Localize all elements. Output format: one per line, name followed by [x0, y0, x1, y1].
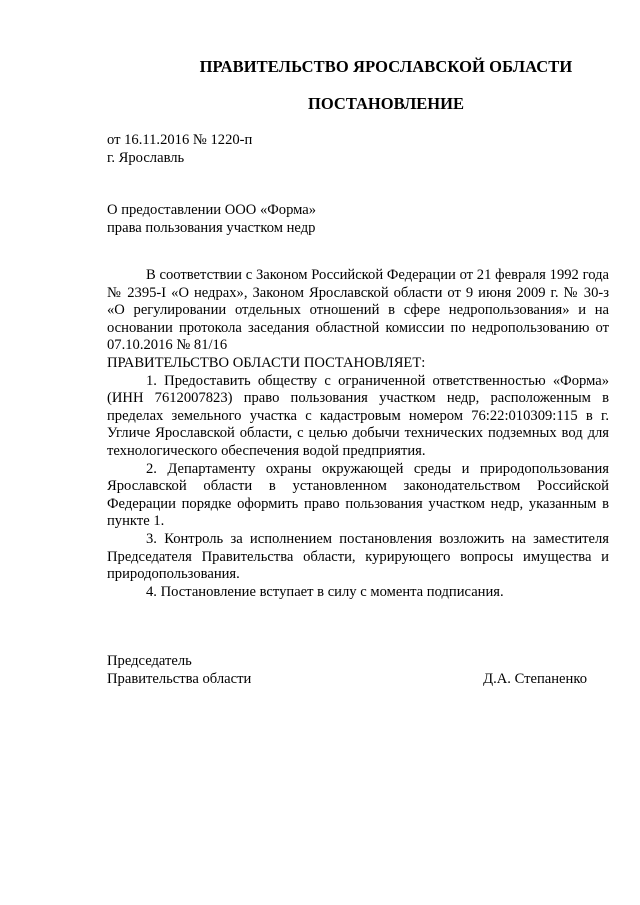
signer-name: Д.А. Степаненко	[483, 671, 587, 687]
document-body	[107, 267, 609, 601]
preamble-paragraph: В соответствии с Законом Российской Федерации от 21 февраля 1992 года № 2395-I «О недрах», Законом Ярославской области от 9 июня 2009 г. № 30-з «О регулировании отдельных отношений в сфере недропользования» и на основании протокола заседания областной комиссии по недропользованию от 07.10.2016 № 81/16	[107, 267, 609, 354]
signature-block	[107, 652, 609, 688]
document-subject	[107, 201, 316, 237]
item-2-paragraph: 2. Департаменту охраны окружающей среды и природопользования Ярославской области в установленном законодательством Российской Федерации порядке оформить право пользования участком недр, указанным в пункте 1.	[107, 460, 609, 530]
item-1-paragraph: 1. Предоставить обществу с ограниченной ответственностью «Форма» (ИНН 7612007823) право пользования участком недр, расположенным в пределах земельного участка с кадастровым номером 76:22:010309:115 в г. Угличе Ярославской области, с целью добычи технических подземных вод для технологического обеспечения водой предприятия.	[107, 372, 609, 459]
signer-position-line-2: Правительства области	[107, 671, 252, 687]
signature-row	[107, 670, 609, 688]
organization-title: ПРАВИТЕЛЬСТВО ЯРОСЛАВСКОЙ ОБЛАСТИ	[199, 57, 573, 76]
subject-line-2: права пользования участком недр	[107, 220, 316, 236]
signer-position-line-1: Председатель	[107, 653, 192, 669]
subject-line-1: О предоставлении ООО «Форма»	[107, 202, 317, 218]
date-number: от 16.11.2016 № 1220-п	[107, 132, 253, 148]
city: г. Ярославль	[107, 150, 185, 166]
document-type-heading: ПОСТАНОВЛЕНИЕ	[308, 94, 464, 113]
item-4-paragraph: 4. Постановление вступает в силу с момента подписания.	[146, 583, 504, 600]
item-3-paragraph: 3. Контроль за исполнением постановления возложить на заместителя Председателя Правительства области, курирующего вопросы имущества и природопользования.	[107, 530, 609, 583]
document-meta	[107, 131, 252, 167]
resolution-statement: ПРАВИТЕЛЬСТВО ОБЛАСТИ ПОСТАНОВЛЯЕТ:	[107, 354, 426, 371]
